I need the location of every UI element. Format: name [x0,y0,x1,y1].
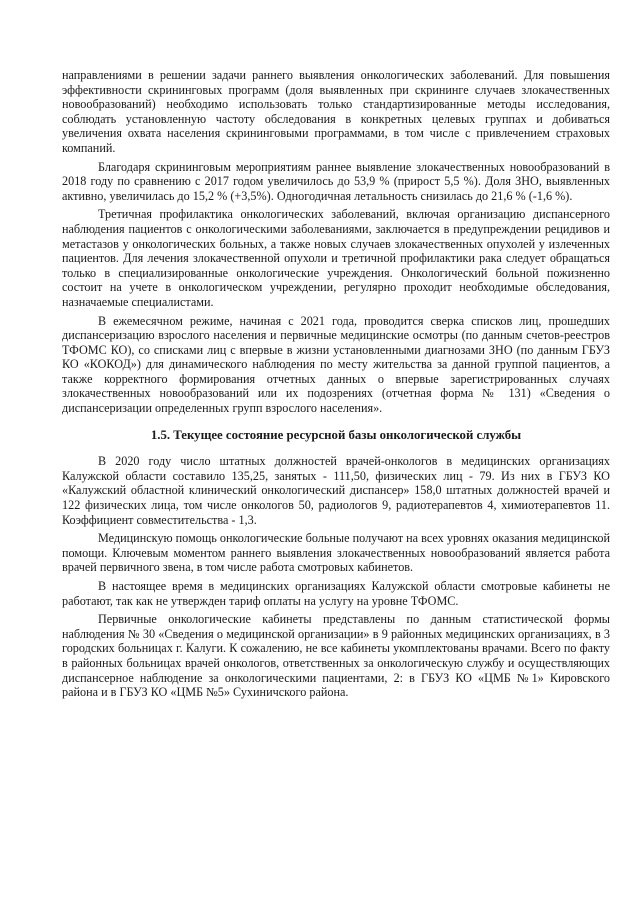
paragraph-medical-care-levels: Медицинскую помощь онкологические больные получают на всех уровнях оказания медицинской помощи. Ключевым моментом раннего выявления злокачественных новообразований является работа врачей первичного звена, в том числе работа смотровых кабинетов. [62,531,610,575]
section-heading: 1.5. Текущее состояние ресурсной базы онкологической службы [150,427,522,442]
paragraph-screening-results: Благодаря скрининговым мероприятиям раннее выявление злокачественных новообразований в 2018 году по сравнению с 2017 годом увеличилось до 53,9 % (прирост 5,5 %). Доля ЗНО, выявленных активно, увеличилась до 15,2 % (+3,5%). Одногодичная летальность снизилась до 21,6 % (-1,6 %). [62,159,610,203]
paragraph-tertiary-prevention: Третичная профилактика онкологических заболеваний, включая организацию диспансерного наблюдения пациентов с онкологическими заболеваниями, заключается в предупреждении рецидивов и метастазов у онкологических больных, а также новых случаев злокачественных опухолей у излеченных пациентов. Для лечения злокачественной опухоли и третичной профилактики рака следует обращаться только в специализированные онкологические учреждения. Онкологический больной пожизненно состоит на учете в онкологическом учреждении, регулярно проходит необходимые обследования, назначаемые специалистами. [62,207,610,309]
paragraph-screening-intro: направлениями в решении задачи раннего выявления онкологических заболеваний. Для повышения эффективности скрининговых программ (доля выявленных при скрининге случаев злокачественных новообразований) необходимо использовать только стандартизированные методы исследования, соблюдать установленную частоту обследования в конкретных целевых группах и добиваться увеличения охвата населения скрининговыми программами, в том числе с привлечением страховых компаний. [62,68,610,155]
paragraph-primary-oncology-rooms: Первичные онкологические кабинеты представлены по данным статистической формы наблюдения № 30 «Сведения о медицинской организации» в 9 районных медицинских организациях, в 3 городских больницах г. Калуги. К сожалению, не все кабинеты укомплектованы врачами. Всего по факту в районных больницах врачей онкологов, ответственных за онкологическую службу и осуществляющих диспансерное наблюдение за онкологическими пациентами, 2: в ГБУЗ КО «ЦМБ №1» Кировского района и в ГБУЗ КО «ЦМБ №5» Сухиничского района. [62,612,610,700]
document-page [62,68,610,704]
paragraph-monthly-reconciliation: В ежемесячном режиме, начиная с 2021 года, проводится сверка списков лиц, прошедших диспансеризацию взрослого населения и первичные медицинские осмотры (по данным счетов-реестров ТФОМС КО), со списками лиц с впервые в жизни установленными диагнозами ЗНО (по данным ГБУЗ КО «КОКОД») для динамического наблюдения по месту жительства за данной группой пациентов, а также корректного формирования отчетных данных о впервые зарегистрированных случаях злокачественных новообразований или их подозрениях (отчетная форма № 131) «Сведения о диспансеризации определенных групп взрослого населения». [62,313,610,416]
paragraph-staffing: В 2020 году число штатных должностей врачей-онкологов в медицинских организациях Калужской области составило 135,25, занятых - 111,50, физических лиц - 79. Из них в ГБУЗ КО «Калужский областной клинический онкологический диспансер» 158,0 штатных должностей врачей и 122 физических лица, том числе онкологов 50, радиологов 9, радиотерапевтов 4, химиотерапевтов 11. Коэффициент совместительства - 1,3. [62,454,610,527]
paragraph-examination-rooms: В настоящее время в медицинских организациях Калужской области смотровые кабинеты не работают, так как не утвержден тариф оплаты на услугу на уровне ТФОМС. [62,579,610,608]
